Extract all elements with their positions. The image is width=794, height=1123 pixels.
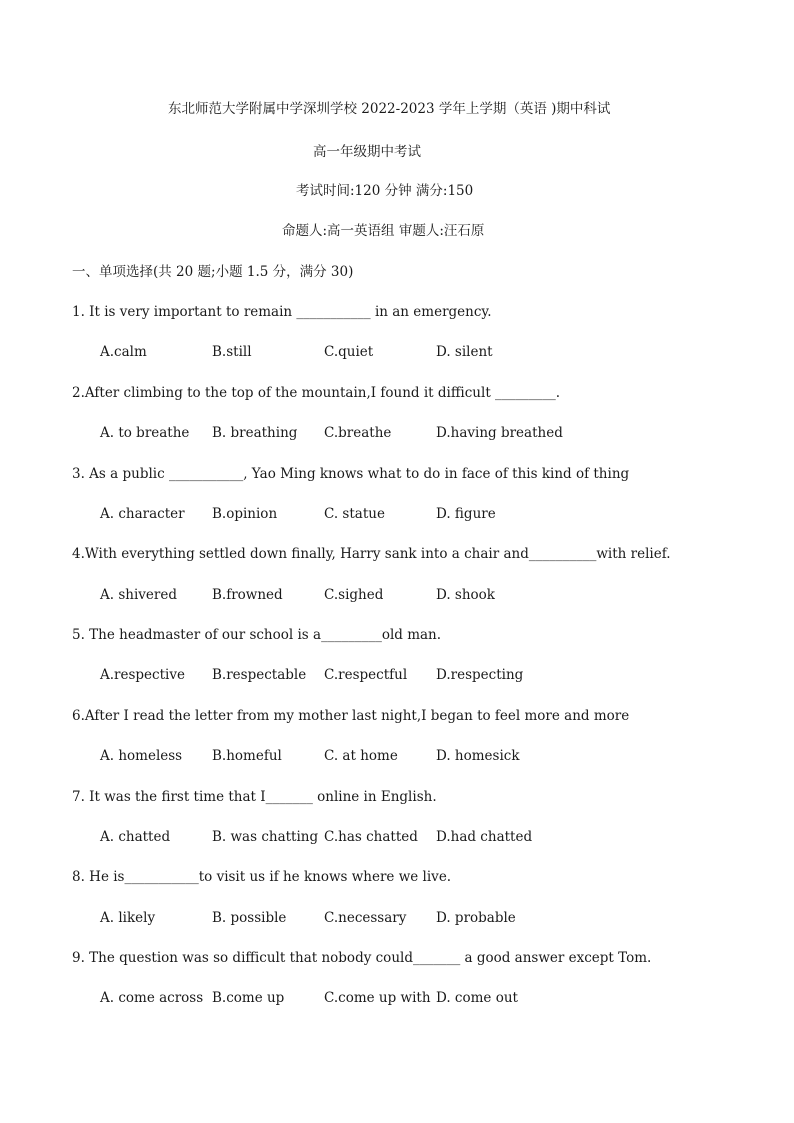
option-c[interactable]: C.sighed — [324, 587, 384, 603]
option-c[interactable]: C.breathe — [324, 425, 392, 441]
section-heading: 一、单项选择(共 20 题;小题 1.5 分，满分 30) — [72, 264, 354, 280]
question-stem: 2.After climbing to the top of the mountain,I found it difficult _________. — [72, 385, 561, 401]
exam-time-score: 考试时间:120 分钟 满分:150 — [296, 183, 474, 199]
option-c[interactable]: C. statue — [324, 506, 385, 522]
question-stem: 8. He is___________to visit us if he knows where we live. — [72, 869, 452, 885]
option-c[interactable]: C.come up with — [324, 990, 431, 1006]
option-a[interactable]: A. chatted — [100, 829, 171, 845]
option-d[interactable]: D. silent — [436, 344, 493, 360]
option-b[interactable]: B.respectable — [212, 667, 307, 683]
option-b[interactable]: B.frowned — [212, 587, 283, 603]
option-b[interactable]: B.opinion — [212, 506, 278, 522]
option-b[interactable]: B. breathing — [212, 425, 298, 441]
option-c[interactable]: C. at home — [324, 748, 398, 764]
option-b[interactable]: B. was chatting — [212, 829, 319, 845]
option-d[interactable]: D.had chatted — [436, 829, 533, 845]
option-a[interactable]: A.respective — [100, 667, 185, 683]
option-a[interactable]: A. to breathe — [100, 425, 190, 441]
option-a[interactable]: A. character — [100, 506, 185, 522]
option-c[interactable]: C.has chatted — [324, 829, 418, 845]
exam-subtitle: 高一年级期中考试 — [313, 144, 421, 160]
option-d[interactable]: D. probable — [436, 910, 516, 926]
option-d[interactable]: D. homesick — [436, 748, 520, 764]
question-stem: 3. As a public ___________, Yao Ming knows what to do in face of this kind of thing — [72, 466, 630, 482]
option-b[interactable]: B.homeful — [212, 748, 282, 764]
option-b[interactable]: B.come up — [212, 990, 285, 1006]
exam-authors: 命题人:高一英语组 审题人:汪石原 — [282, 223, 485, 239]
option-c[interactable]: C.necessary — [324, 910, 407, 926]
question-stem: 6.After I read the letter from my mother last night,I began to feel more and more — [72, 708, 630, 724]
question-stem: 4.With everything settled down finally, Harry sank into a chair and__________with relief. — [72, 546, 671, 562]
question-stem: 7. It was the first time that I_______ online in English. — [72, 789, 437, 805]
option-a[interactable]: A. likely — [100, 910, 156, 926]
option-d[interactable]: D.having breathed — [436, 425, 563, 441]
option-d[interactable]: D.respecting — [436, 667, 524, 683]
option-a[interactable]: A. come across — [100, 990, 204, 1006]
option-a[interactable]: A. shivered — [100, 587, 177, 603]
option-d[interactable]: D. come out — [436, 990, 518, 1006]
option-c[interactable]: C.quiet — [324, 344, 374, 360]
question-stem: 5. The headmaster of our school is a_________old man. — [72, 627, 442, 643]
exam-title: 东北师范大学附属中学深圳学校 2022-2023 学年上学期（英语 )期中科试 — [168, 101, 611, 117]
option-a[interactable]: A. homeless — [100, 748, 183, 764]
question-stem: 1. It is very important to remain ___________ in an emergency. — [72, 304, 492, 320]
option-a[interactable]: A.calm — [100, 344, 147, 360]
question-stem: 9. The question was so difficult that nobody could_______ a good answer except Tom. — [72, 950, 652, 966]
option-b[interactable]: B.still — [212, 344, 252, 360]
option-d[interactable]: D. figure — [436, 506, 496, 522]
option-d[interactable]: D. shook — [436, 587, 495, 603]
option-b[interactable]: B. possible — [212, 910, 287, 926]
option-c[interactable]: C.respectful — [324, 667, 408, 683]
